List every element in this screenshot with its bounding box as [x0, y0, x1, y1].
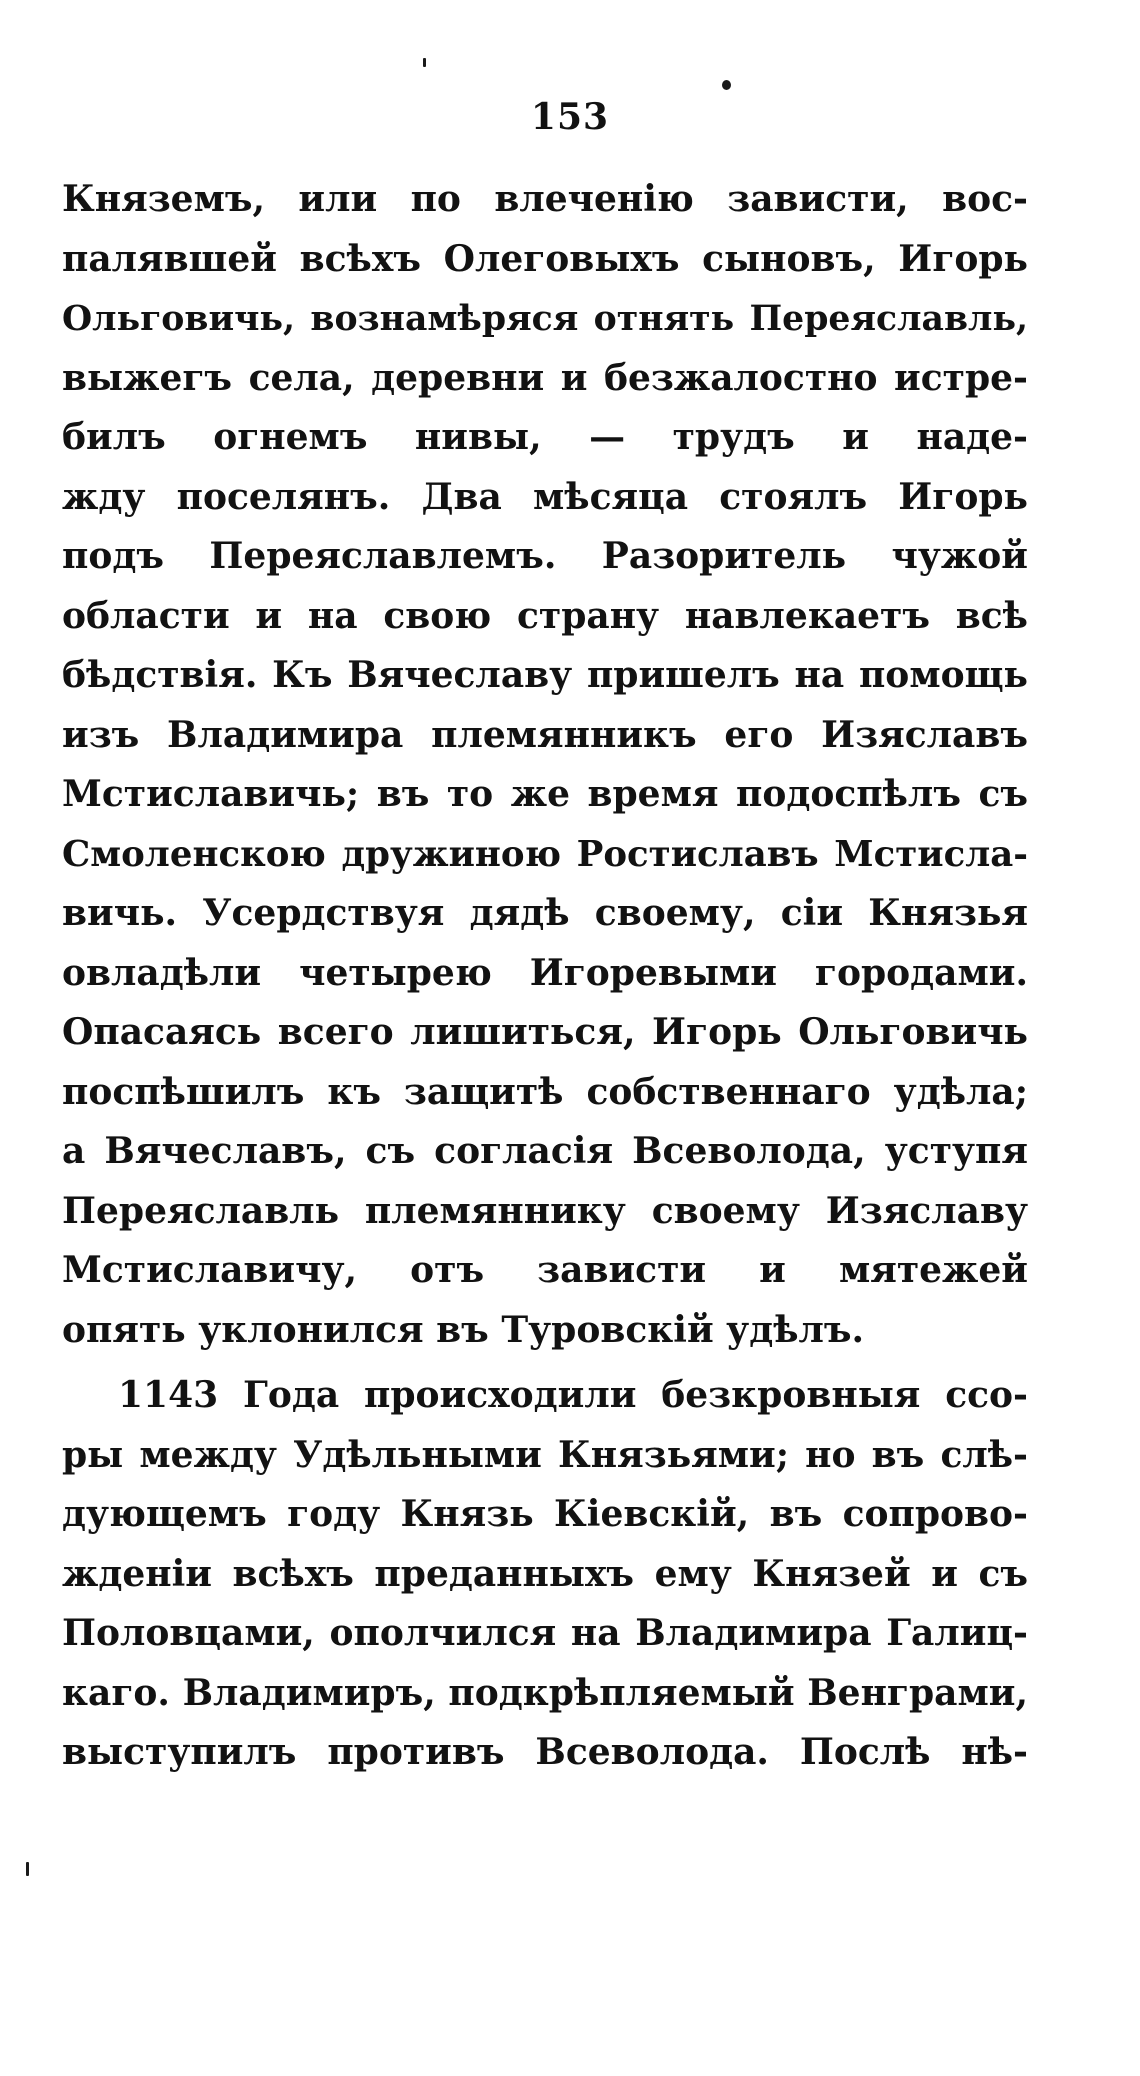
- text-line: каго. Владимиръ, подкрѣпляемый Венграми,: [62, 1671, 1028, 1714]
- text-line: 1143 Года происходили безкровныя ссо-: [118, 1374, 1028, 1416]
- text-line: Переяславль племяннику своему Изяславу: [62, 1189, 1028, 1232]
- text-line: Мстиславичь; въ то же время подоспѣлъ съ: [62, 773, 1028, 815]
- page-number: 153: [530, 96, 610, 138]
- text-line: Мстиславичу, отъ зависти и мятежей: [62, 1249, 1028, 1291]
- text-line: области и на свою страну навлекаетъ всѣ: [62, 594, 1028, 637]
- text-line: подъ Переяславлемъ. Разоритель чужой: [62, 535, 1028, 577]
- text-line: дующемъ году Князь Кiевскiй, въ сопрово-: [62, 1493, 1028, 1535]
- text-line: овладѣли четырею Игоревыми городами.: [62, 951, 1028, 994]
- text-line: вичь. Усердствуя дядѣ своему, сiи Князья: [62, 892, 1028, 934]
- text-line: выступилъ противъ Всеволода. Послѣ нѣ-: [62, 1731, 1028, 1773]
- text-line: поспѣшилъ къ защитѣ собственнаго удѣла;: [62, 1070, 1028, 1113]
- text-line: Опасаясь всего лишиться, Игорь Ольговичь: [62, 1011, 1028, 1053]
- ink-speck: [26, 1862, 29, 1876]
- ink-speck: [722, 80, 731, 90]
- paragraph-2: [62, 1366, 1028, 1783]
- text-line: жду поселянъ. Два мѣсяца стоялъ Игорь: [62, 475, 1028, 518]
- text-line: изъ Владимира племянникъ его Изяславъ: [62, 713, 1028, 756]
- text-line: бѣдствiя. Къ Вячеславу пришелъ на помощь: [62, 654, 1028, 696]
- body-text: [62, 170, 1028, 1783]
- text-line: жденiи всѣхъ преданныхъ ему Князей и съ: [62, 1552, 1028, 1595]
- text-line: Ольговичь, вознамѣряся отнять Переяславль,: [62, 298, 1028, 339]
- text-line: Смоленскою дружиною Ростиславъ Мстисла-: [62, 833, 1028, 875]
- text-line: ры между Удѣльными Князьями; но въ слѣ-: [62, 1433, 1028, 1476]
- text-line: Половцами, ополчился на Владимира Галиц-: [62, 1612, 1028, 1654]
- paragraph-1: [62, 170, 1028, 1360]
- ink-speck: [423, 58, 426, 67]
- text-line: а Вячеславъ, съ согласiя Всеволода, уступя: [62, 1130, 1028, 1172]
- text-line: Княземъ, или по влеченiю зависти, вос-: [62, 178, 1028, 220]
- text-line: опять уклонился въ Туровскiй удѣлъ.: [62, 1308, 865, 1351]
- text-line: билъ огнемъ нивы, — трудъ и наде-: [62, 416, 1028, 458]
- text-line: выжегъ села, деревни и безжалостно истре-: [62, 356, 1028, 399]
- text-line: палявшей всѣхъ Олеговыхъ сыновъ, Игорь: [62, 237, 1028, 280]
